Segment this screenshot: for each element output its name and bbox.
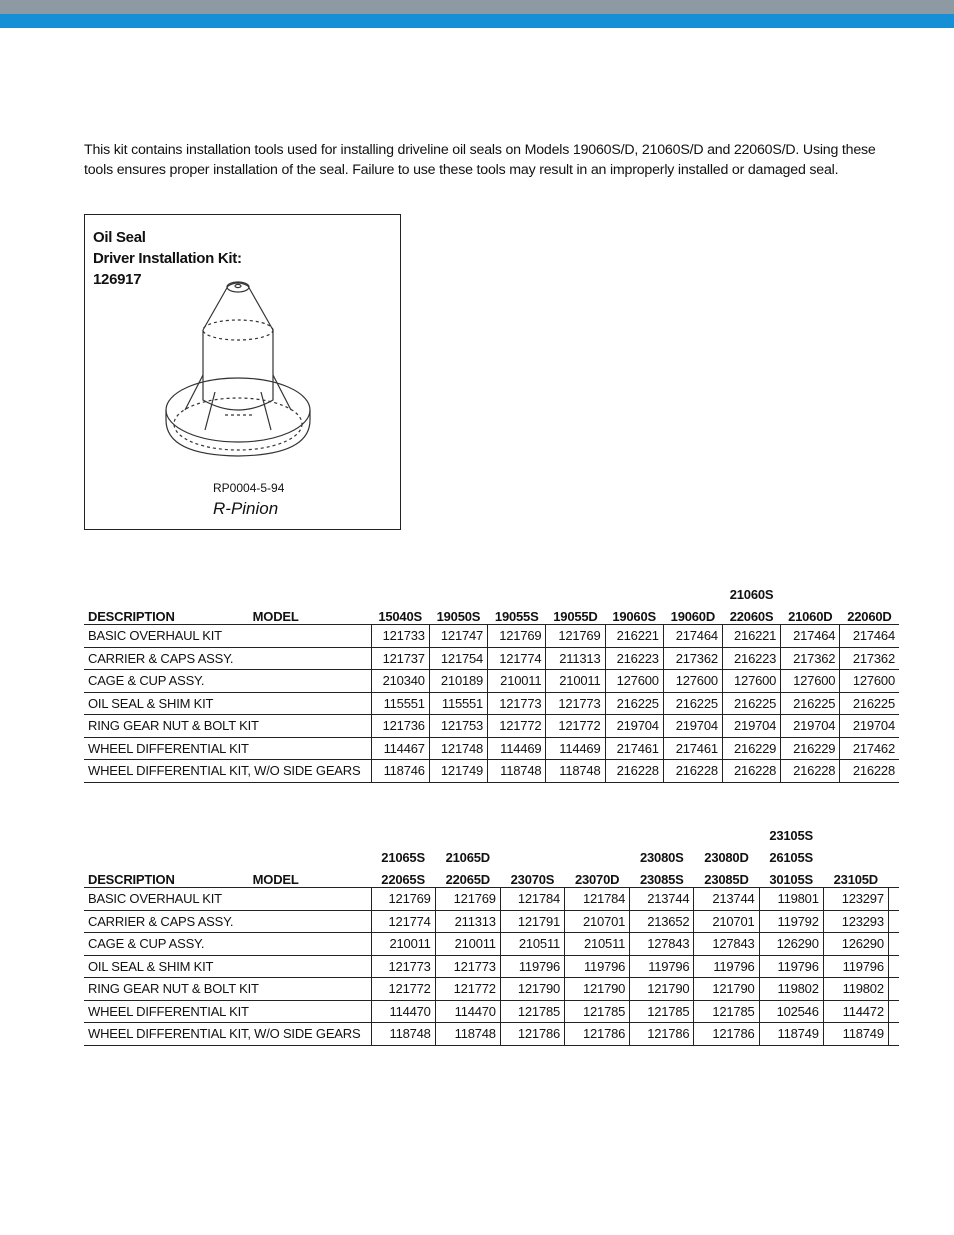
table2-header-top2-cell [565, 843, 630, 865]
part-number-cell: 121790 [500, 978, 564, 1001]
table2-header-top2-cell [500, 843, 564, 865]
table2-model-header: 30105S [759, 865, 823, 888]
parts-table-1 [84, 580, 899, 783]
part-number-cell: 121748 [429, 737, 487, 760]
part-number-cell: 216225 [663, 692, 722, 715]
header-bar-gray [0, 0, 954, 14]
table2-model-header: 23070S [500, 865, 564, 888]
part-number-cell: 121774 [371, 910, 435, 933]
part-number-cell: 118748 [546, 760, 605, 783]
part-number-cell: 121785 [500, 1000, 564, 1023]
empty-cell [888, 910, 899, 933]
table2-header-top2-cell: 21065S [381, 850, 425, 865]
table1-header-top-cell [546, 580, 605, 602]
part-number-cell: 118748 [488, 760, 546, 783]
header-bar-blue [0, 14, 954, 28]
table2-header-top2-cell: 23080S [639, 850, 684, 865]
part-number-cell: 119796 [759, 955, 823, 978]
part-number-cell: 121769 [371, 888, 435, 911]
part-number-cell: 216225 [781, 692, 840, 715]
table-row [84, 1023, 899, 1046]
table2-model-header: 23070D [565, 865, 630, 888]
part-number-cell: 216229 [722, 737, 780, 760]
part-number-cell: 121772 [435, 978, 500, 1001]
table2-header-top2-cell: 21065D [445, 850, 490, 865]
table2-model-header: 23085D [694, 865, 759, 888]
part-number-cell: 121769 [435, 888, 500, 911]
part-number-cell: 216221 [722, 625, 780, 648]
part-number-cell: 121784 [565, 888, 630, 911]
table2-header-top1-cell: 23105S [769, 828, 813, 843]
part-number-cell: 121737 [371, 647, 429, 670]
table1-header-top-cell: 21060S [729, 587, 774, 602]
part-number-cell: 121754 [429, 647, 487, 670]
table2-header-top1-row [84, 821, 899, 843]
row-description: CARRIER & CAPS ASSY. [84, 910, 371, 933]
part-number-cell: 213744 [694, 888, 759, 911]
table1-header-top-cell [663, 580, 722, 602]
table1-model-header: 19055S [488, 602, 546, 625]
table-row [84, 1000, 899, 1023]
part-number-cell: 121753 [429, 715, 487, 738]
part-number-cell: 121769 [488, 625, 546, 648]
table1-header-top-cell [488, 580, 546, 602]
part-number-cell: 127600 [781, 670, 840, 693]
part-number-cell: 121772 [371, 978, 435, 1001]
part-number-cell: 121773 [488, 692, 546, 715]
table2-header-top1-cell [823, 821, 888, 843]
part-number-cell: 121786 [500, 1023, 564, 1046]
part-number-cell: 127600 [840, 670, 899, 693]
part-number-cell: 114469 [488, 737, 546, 760]
empty-cell [888, 978, 899, 1001]
table1-model-header: 19055D [546, 602, 605, 625]
part-number-cell: 217464 [781, 625, 840, 648]
part-number-cell: 217362 [781, 647, 840, 670]
table2-header-top1-cell [371, 821, 435, 843]
table2-header-top2-cell: 23080D [704, 850, 749, 865]
parts-table-2 [84, 821, 899, 1046]
part-number-cell: 219704 [605, 715, 663, 738]
table1-model-header: 19060S [605, 602, 663, 625]
table2-body [84, 888, 899, 1046]
figure-title-line1: Oil Seal [93, 229, 146, 246]
table1-model-header: 19050S [429, 602, 487, 625]
part-number-cell: 216223 [605, 647, 663, 670]
part-number-cell: 121785 [630, 1000, 694, 1023]
part-number-cell: 119796 [500, 955, 564, 978]
part-number-cell: 121791 [500, 910, 564, 933]
table2-model-header: 22065D [435, 865, 500, 888]
part-number-cell: 126290 [759, 933, 823, 956]
table-row [84, 910, 899, 933]
row-description: WHEEL DIFFERENTIAL KIT [84, 737, 371, 760]
table-row [84, 933, 899, 956]
part-number-cell: 121772 [546, 715, 605, 738]
part-number-cell: 210189 [429, 670, 487, 693]
part-number-cell: 115551 [371, 692, 429, 715]
part-number-cell: 217362 [663, 647, 722, 670]
row-description: RING GEAR NUT & BOLT KIT [84, 978, 371, 1001]
part-number-cell: 216228 [663, 760, 722, 783]
part-number-cell: 102546 [759, 1000, 823, 1023]
table-row [84, 670, 899, 693]
table-row [84, 888, 899, 911]
part-number-cell: 119796 [694, 955, 759, 978]
part-number-cell: 119792 [759, 910, 823, 933]
part-number-cell: 121786 [694, 1023, 759, 1046]
part-number-cell: 121773 [435, 955, 500, 978]
row-description: OIL SEAL & SHIM KIT [84, 955, 371, 978]
part-number-cell: 210701 [694, 910, 759, 933]
part-number-cell: 210511 [565, 933, 630, 956]
part-number-cell: 114470 [371, 1000, 435, 1023]
part-number-cell: 216228 [605, 760, 663, 783]
part-number-cell: 213652 [630, 910, 694, 933]
figure-brand: R-Pinion [213, 499, 279, 518]
part-number-cell: 210511 [500, 933, 564, 956]
empty-cell [888, 955, 899, 978]
row-description: BASIC OVERHAUL KIT [84, 888, 371, 911]
part-number-cell: 216228 [781, 760, 840, 783]
table2-desc-header: DESCRIPTION MODEL [84, 865, 371, 888]
part-number-cell: 216225 [840, 692, 899, 715]
table-row [84, 692, 899, 715]
part-number-cell: 219704 [840, 715, 899, 738]
part-number-cell: 216229 [781, 737, 840, 760]
row-description: WHEEL DIFFERENTIAL KIT, W/O SIDE GEARS [84, 1023, 371, 1046]
part-number-cell: 127600 [722, 670, 780, 693]
part-number-cell: 219704 [663, 715, 722, 738]
part-number-cell: 219704 [781, 715, 840, 738]
part-number-cell: 127843 [630, 933, 694, 956]
empty-cell [888, 888, 899, 911]
table1-model-header: 22060S [722, 602, 780, 625]
part-number-cell: 217461 [605, 737, 663, 760]
table-row [84, 647, 899, 670]
table2-header-top2-cell: 26105S [769, 850, 813, 865]
part-number-cell: 210011 [488, 670, 546, 693]
row-description: CAGE & CUP ASSY. [84, 670, 371, 693]
part-number-cell: 114470 [435, 1000, 500, 1023]
part-number-cell: 121786 [630, 1023, 694, 1046]
table1-model-header: 21060D [781, 602, 840, 625]
part-number-cell: 121772 [488, 715, 546, 738]
part-number-cell: 114469 [546, 737, 605, 760]
empty-cell [888, 933, 899, 956]
part-number-cell: 217464 [663, 625, 722, 648]
table2-model-header: 22065S [371, 865, 435, 888]
part-number-cell: 123293 [823, 910, 888, 933]
part-number-cell: 211313 [435, 910, 500, 933]
table2-header-top1-cell [694, 821, 759, 843]
part-number-cell: 119796 [823, 955, 888, 978]
part-number-cell: 210011 [371, 933, 435, 956]
empty-cell [888, 1000, 899, 1023]
part-number-cell: 121774 [488, 647, 546, 670]
part-number-cell: 210701 [565, 910, 630, 933]
table-row [84, 978, 899, 1001]
row-description: CAGE & CUP ASSY. [84, 933, 371, 956]
figure-title-line2: Driver Installation Kit: [93, 250, 242, 267]
table-row [84, 737, 899, 760]
table1-header-row [84, 602, 899, 625]
part-number-cell: 213744 [630, 888, 694, 911]
table1-model-header: 15040S [371, 602, 429, 625]
part-number-cell: 121785 [694, 1000, 759, 1023]
part-number-cell: 119802 [759, 978, 823, 1001]
table1-model-header: 22060D [840, 602, 899, 625]
row-description: RING GEAR NUT & BOLT KIT [84, 715, 371, 738]
table1-header-top-cell [371, 580, 429, 602]
part-number-cell: 217461 [663, 737, 722, 760]
table-row [84, 625, 899, 648]
part-number-cell: 216228 [722, 760, 780, 783]
part-number-cell: 217462 [840, 737, 899, 760]
part-number-cell: 211313 [546, 647, 605, 670]
part-number-cell: 127600 [605, 670, 663, 693]
row-description: BASIC OVERHAUL KIT [84, 625, 371, 648]
row-description: OIL SEAL & SHIM KIT [84, 692, 371, 715]
table-row [84, 760, 899, 783]
table2-header-top2-row [84, 843, 899, 865]
part-number-cell: 121773 [546, 692, 605, 715]
table1-body [84, 625, 899, 783]
part-number-cell: 216221 [605, 625, 663, 648]
table-row [84, 955, 899, 978]
row-description: WHEEL DIFFERENTIAL KIT, W/O SIDE GEARS [84, 760, 371, 783]
part-number-cell: 216228 [840, 760, 899, 783]
part-number-cell: 121786 [565, 1023, 630, 1046]
part-number-cell: 121749 [429, 760, 487, 783]
table2-model-header: 23105D [823, 865, 888, 888]
part-number-cell: 118749 [823, 1023, 888, 1046]
part-number-cell: 210011 [546, 670, 605, 693]
row-description: CARRIER & CAPS ASSY. [84, 647, 371, 670]
part-number-cell: 121747 [429, 625, 487, 648]
part-number-cell: 216225 [605, 692, 663, 715]
table2-header-top2-cell [823, 843, 888, 865]
part-number-cell: 121769 [546, 625, 605, 648]
part-number-cell: 121773 [371, 955, 435, 978]
part-number-cell: 114472 [823, 1000, 888, 1023]
part-number-cell: 114467 [371, 737, 429, 760]
figure-box [84, 214, 401, 530]
part-number-cell: 219704 [722, 715, 780, 738]
part-number-cell: 121733 [371, 625, 429, 648]
table2-header-top1-cell [630, 821, 694, 843]
table2-header-top1-cell [435, 821, 500, 843]
part-number-cell: 127843 [694, 933, 759, 956]
part-number-cell: 119802 [823, 978, 888, 1001]
table1-desc-header: DESCRIPTION MODEL [84, 602, 371, 625]
table2-header-top1-cell [500, 821, 564, 843]
table2-model-header: 23085S [630, 865, 694, 888]
table2-header-top1-cell [565, 821, 630, 843]
part-number-cell: 210011 [435, 933, 500, 956]
part-number-cell: 119796 [565, 955, 630, 978]
part-number-cell: 121790 [565, 978, 630, 1001]
part-number-cell: 121784 [500, 888, 564, 911]
part-number-cell: 118748 [435, 1023, 500, 1046]
row-description: WHEEL DIFFERENTIAL KIT [84, 1000, 371, 1023]
part-number-cell: 216225 [722, 692, 780, 715]
figure-code: RP0004-5-94 [213, 481, 285, 495]
table1-header-top-cell [781, 580, 840, 602]
part-number-cell: 127600 [663, 670, 722, 693]
table-row [84, 715, 899, 738]
part-number-cell: 217464 [840, 625, 899, 648]
table1-model-header: 19060D [663, 602, 722, 625]
part-number-cell: 118746 [371, 760, 429, 783]
intro-paragraph: This kit contains installation tools used for installing driveline oil seals on Models 19060S/D, 21060S/D and 22060S/D. Using these tools ensures proper installation of the seal. Failure to use these tools may result in an improperly installed or damaged seal. [84, 142, 876, 178]
part-number-cell: 115551 [429, 692, 487, 715]
part-number-cell: 121790 [630, 978, 694, 1001]
part-number-cell: 216223 [722, 647, 780, 670]
table1-header-top-cell [840, 580, 899, 602]
table2-header-row [84, 865, 899, 888]
table1-header-top-cell [605, 580, 663, 602]
part-number-cell: 126290 [823, 933, 888, 956]
part-number-cell: 118749 [759, 1023, 823, 1046]
part-number-cell: 217362 [840, 647, 899, 670]
part-number-cell: 123297 [823, 888, 888, 911]
figure-title-line3: 126917 [93, 271, 142, 288]
table1-header-top-row [84, 580, 899, 602]
part-number-cell: 118748 [371, 1023, 435, 1046]
empty-cell [888, 1023, 899, 1046]
part-number-cell: 121785 [565, 1000, 630, 1023]
oil-seal-driver-illustration-icon [153, 270, 333, 470]
part-number-cell: 119801 [759, 888, 823, 911]
part-number-cell: 121790 [694, 978, 759, 1001]
table1-header-top-cell [429, 580, 487, 602]
part-number-cell: 121736 [371, 715, 429, 738]
part-number-cell: 210340 [371, 670, 429, 693]
part-number-cell: 119796 [630, 955, 694, 978]
